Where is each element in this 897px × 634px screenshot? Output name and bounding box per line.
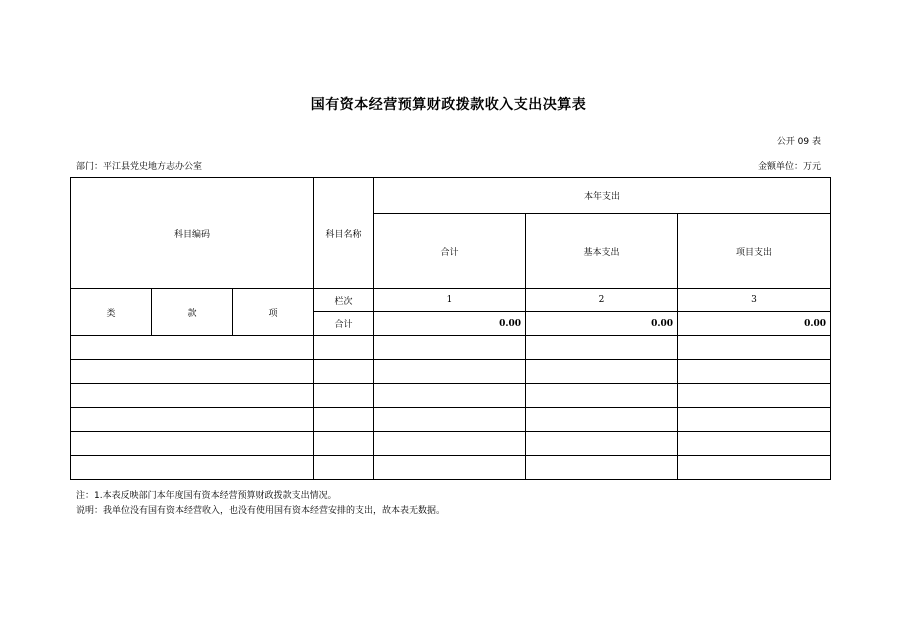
empty-cell [678,360,831,384]
empty-cell [374,408,526,432]
budget-table [70,177,831,480]
total-header: 合计 [374,214,526,289]
note-line-2: 说明：我单位没有国有资本经营收入，也没有使用国有资本经营安排的支出，故本表无数据。 [76,506,446,516]
column-number-label: 栏次 [314,289,374,312]
empty-cell [678,456,831,480]
department-label: 部门：平江县党史地方志办公室 [76,162,203,172]
empty-cell [374,336,526,360]
form-number: 公开 09 表 [776,137,821,147]
empty-cell [374,360,526,384]
empty-cell [374,432,526,456]
empty-cell [678,336,831,360]
column-number-2: 2 [526,289,678,312]
empty-cell [314,384,374,408]
table-row [71,432,831,456]
empty-cell [526,432,678,456]
sum-basic-value: 0.00 [526,312,678,336]
empty-cell [526,408,678,432]
sum-row-label: 合计 [314,312,374,336]
subject-name-header: 科目名称 [314,178,374,289]
table-row [71,360,831,384]
table-row [71,336,831,360]
empty-cell [374,456,526,480]
empty-cell [71,384,314,408]
amount-unit-label: 金额单位：万元 [757,162,821,172]
note-line-1: 注：1.本表反映部门本年度国有资本经营预算财政拨款支出情况。 [76,491,337,501]
empty-cell [678,432,831,456]
table-row [71,456,831,480]
empty-cell [374,384,526,408]
table-row [71,408,831,432]
empty-cell [678,408,831,432]
empty-cell [71,336,314,360]
empty-cell [71,408,314,432]
item-header: 款 [152,289,233,336]
empty-cell [526,360,678,384]
empty-cell [314,360,374,384]
empty-cell [526,384,678,408]
column-number-1: 1 [374,289,526,312]
subject-code-header: 科目编码 [71,178,314,289]
empty-cell [678,384,831,408]
empty-cell [314,432,374,456]
table-row [71,384,831,408]
empty-cell [314,408,374,432]
sub-item-header: 项 [233,289,314,336]
empty-cell [71,432,314,456]
empty-cell [71,456,314,480]
empty-cell [526,456,678,480]
project-expense-header: 项目支出 [678,214,831,289]
sum-total-value: 0.00 [374,312,526,336]
basic-expense-header: 基本支出 [526,214,678,289]
current-year-expense-header: 本年支出 [374,178,831,214]
column-number-3: 3 [678,289,831,312]
category-header: 类 [71,289,152,336]
report-title: 国有资本经营预算财政拨款收入支出决算表 [310,97,587,113]
notes-block [76,489,445,519]
empty-cell [314,336,374,360]
sum-project-value: 0.00 [678,312,831,336]
empty-cell [314,456,374,480]
empty-cell [526,336,678,360]
empty-cell [71,360,314,384]
